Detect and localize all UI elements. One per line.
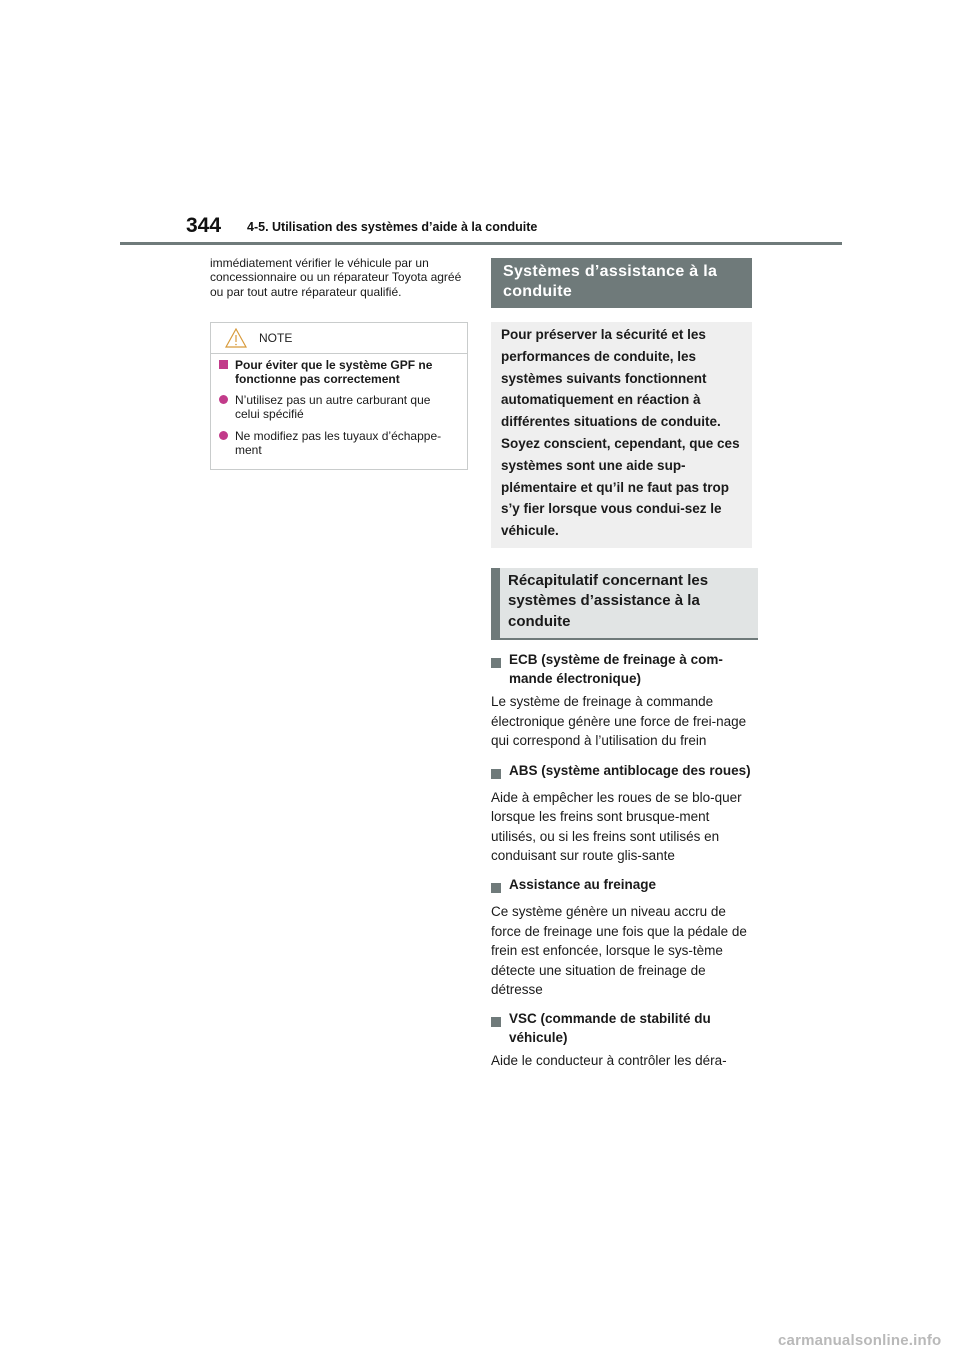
feature-title — [491, 761, 752, 784]
note-header — [211, 323, 467, 354]
warning-triangle-icon — [225, 328, 247, 353]
feature-item — [491, 875, 752, 999]
feature-item — [491, 1009, 752, 1070]
left-intro-text: immédiatement vérifier le véhicule par un concessionnaire ou un réparateur Toyota agréé ou par tout autre réparateur qualifié. — [210, 256, 462, 299]
right-column — [491, 258, 752, 1071]
note-box — [210, 322, 468, 470]
feature-desc: Aide le conducteur à contrôler les déra- — [491, 1053, 727, 1069]
circle-bullet-icon — [219, 395, 228, 404]
note-heading-text: Pour éviter que le système GPF ne fonctionne pas correctement — [235, 358, 433, 387]
section-header: 4-5. Utilisation des systèmes d’aide à la conduite — [247, 220, 538, 234]
feature-title-text: ABS (système antiblocage des roues) — [509, 762, 751, 778]
watermark[interactable]: carmanualsonline.info — [778, 1332, 942, 1349]
feature-item — [491, 761, 752, 866]
page-number: 344 — [186, 214, 222, 237]
note-item-text: N’utilisez pas un autre carburant que celui spécifié — [235, 392, 431, 421]
intro-box: Pour préserver la sécurité et les performances de conduite, les systèmes suivants fonctionnent automatiquement en réaction à différentes situations de conduite. Soyez conscient, cependant, que ces systèmes sont une aide sup-plémentaire et qu’il ne faut pas trop s’y fier lorsque vous condui-sez le véhicule. — [491, 322, 752, 548]
feature-desc: Ce système génère un niveau accru de force de freinage une fois que la pédale de frein est enfoncée, lorsque le sys-tème détecte une situation de freinage de détresse — [491, 904, 747, 997]
feature-desc: Aide à empêcher les roues de se blo-quer lorsque les freins sont brusque-ment utilisés, ou si les freins sont utilisés en conduisant sur route glis-sante — [491, 789, 742, 863]
note-item — [219, 429, 457, 458]
left-column — [210, 256, 470, 299]
feature-title-text: ECB (système de freinage à com-mande électronique) — [509, 652, 723, 687]
feature-item — [491, 650, 752, 750]
circle-bullet-icon — [219, 431, 228, 440]
feature-desc: Le système de freinage à commande électronique génère une force de frei-nage qui correspond à l’utilisation du frein — [491, 694, 747, 749]
section-title: Systèmes d’assistance à la conduite — [491, 258, 752, 308]
header-divider — [120, 242, 842, 245]
note-item-text: Ne modifiez pas les tuyaux d’échappe-ment — [235, 429, 442, 458]
note-heading — [219, 358, 457, 387]
feature-title — [491, 875, 752, 898]
square-bullet-icon — [491, 769, 501, 779]
square-bullet-icon — [491, 1017, 501, 1027]
feature-title — [491, 650, 752, 688]
feature-title — [491, 1009, 752, 1047]
feature-title-text: VSC (commande de stabilité du véhicule) — [509, 1011, 711, 1046]
note-body — [211, 354, 467, 458]
square-bullet-icon — [219, 360, 228, 369]
square-bullet-icon — [491, 883, 501, 893]
note-title: NOTE — [259, 331, 293, 345]
note-item — [219, 393, 457, 422]
square-bullet-icon — [491, 658, 501, 668]
recap-title: Récapitulatif concernant les systèmes d’assistance à la conduite — [491, 568, 758, 641]
feature-title-text: Assistance au freinage — [509, 877, 657, 893]
